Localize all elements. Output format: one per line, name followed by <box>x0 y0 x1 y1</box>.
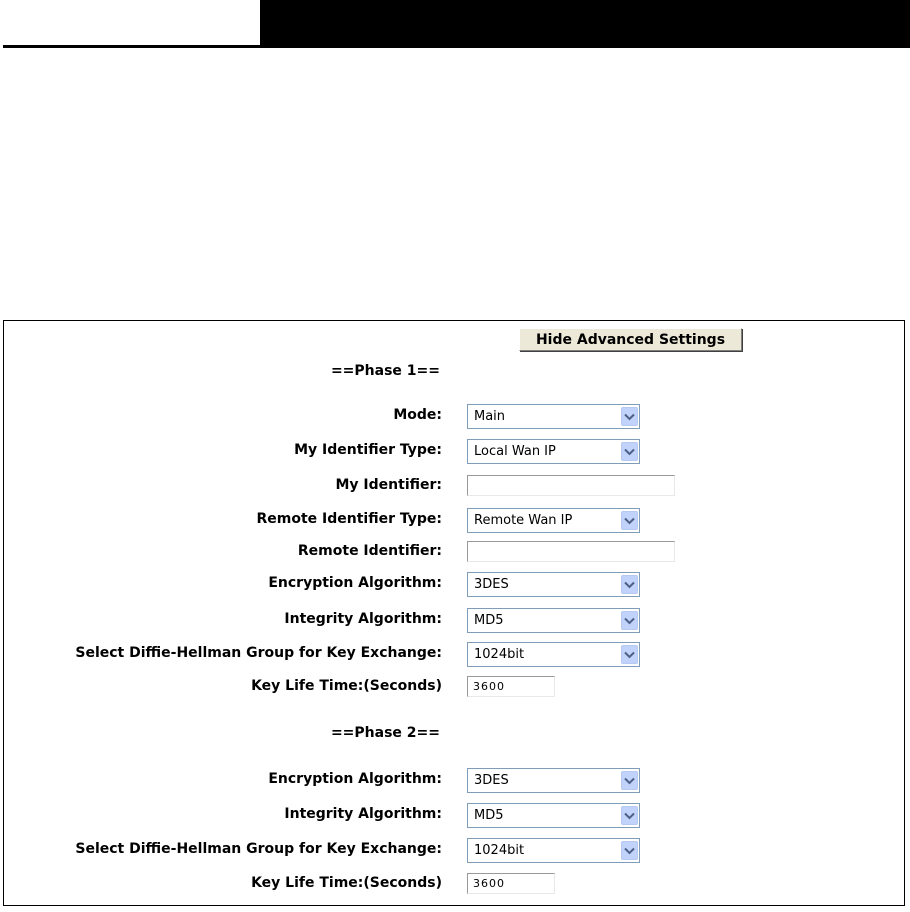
phase1-dh-group-value: 1024bit <box>474 647 525 662</box>
remote-identifier-type-select[interactable] <box>467 508 640 533</box>
my-identifier-label: My Identifier: <box>335 477 442 493</box>
phase1-key-life-label: Key Life Time:(Seconds) <box>251 678 442 694</box>
phase1-dh-group-select[interactable] <box>467 642 640 667</box>
phase1-dh-group-row <box>4 639 906 667</box>
advanced-settings-panel <box>3 320 905 906</box>
chevron-down-icon[interactable] <box>621 407 638 426</box>
phase-1-heading: ==Phase 1== <box>330 363 440 379</box>
phase1-integrity-row <box>4 605 906 633</box>
phase2-integrity-label: Integrity Algorithm: <box>284 806 442 822</box>
phase1-encryption-row <box>4 569 906 597</box>
phase1-key-life-row <box>4 672 906 700</box>
phase1-encryption-select[interactable] <box>467 572 640 597</box>
my-identifier-row <box>4 471 906 499</box>
phase2-dh-group-value: 1024bit <box>474 843 525 858</box>
remote-identifier-type-row <box>4 505 906 533</box>
phase2-key-life-row <box>4 869 906 897</box>
chevron-down-icon[interactable] <box>621 841 638 860</box>
header-rule <box>3 45 260 48</box>
phase2-dh-group-select[interactable] <box>467 838 640 863</box>
phase2-integrity-row <box>4 800 906 828</box>
chevron-down-icon[interactable] <box>621 645 638 664</box>
my-identifier-input[interactable] <box>467 475 675 496</box>
remote-identifier-label: Remote Identifier: <box>297 543 442 559</box>
phase1-encryption-value: 3DES <box>474 577 509 592</box>
phase1-key-life-input[interactable]: 3600 <box>467 676 555 697</box>
mode-label: Mode: <box>393 407 442 423</box>
phase1-integrity-label: Integrity Algorithm: <box>284 611 442 627</box>
chevron-down-icon[interactable] <box>621 442 638 461</box>
phase2-encryption-label: Encryption Algorithm: <box>268 771 442 787</box>
phase2-key-life-input[interactable]: 3600 <box>467 873 555 894</box>
hide-advanced-settings-button[interactable]: Hide Advanced Settings <box>519 328 742 351</box>
chevron-down-icon[interactable] <box>621 611 638 630</box>
chevron-down-icon[interactable] <box>621 511 638 530</box>
mode-row <box>4 401 906 429</box>
phase2-dh-group-label: Select Diffie-Hellman Group for Key Exchange: <box>75 841 442 857</box>
phase2-integrity-value: MD5 <box>474 808 504 823</box>
mode-value: Main <box>474 409 506 424</box>
phase1-integrity-select[interactable] <box>467 608 640 633</box>
phase2-integrity-select[interactable] <box>467 803 640 828</box>
phase1-encryption-label: Encryption Algorithm: <box>268 575 442 591</box>
mode-select[interactable] <box>467 404 640 429</box>
my-identifier-type-label: My Identifier Type: <box>294 442 442 458</box>
chevron-down-icon[interactable] <box>621 806 638 825</box>
phase-2-heading: ==Phase 2== <box>330 725 440 741</box>
remote-identifier-row <box>4 537 906 565</box>
remote-identifier-input[interactable] <box>467 541 675 562</box>
my-identifier-type-value: Local Wan IP <box>474 444 556 459</box>
phase1-integrity-value: MD5 <box>474 613 504 628</box>
my-identifier-type-row <box>4 436 906 464</box>
phase2-key-life-label: Key Life Time:(Seconds) <box>251 875 442 891</box>
my-identifier-type-select[interactable] <box>467 439 640 464</box>
chevron-down-icon[interactable] <box>621 771 638 790</box>
phase2-encryption-row <box>4 765 906 793</box>
phase1-dh-group-label: Select Diffie-Hellman Group for Key Exchange: <box>75 645 442 661</box>
chevron-down-icon[interactable] <box>621 575 638 594</box>
remote-identifier-type-label: Remote Identifier Type: <box>256 511 442 527</box>
phase2-dh-group-row <box>4 835 906 863</box>
phase2-encryption-value: 3DES <box>474 773 509 788</box>
phase2-encryption-select[interactable] <box>467 768 640 793</box>
header-bar <box>260 0 910 48</box>
remote-identifier-type-value: Remote Wan IP <box>474 513 573 528</box>
